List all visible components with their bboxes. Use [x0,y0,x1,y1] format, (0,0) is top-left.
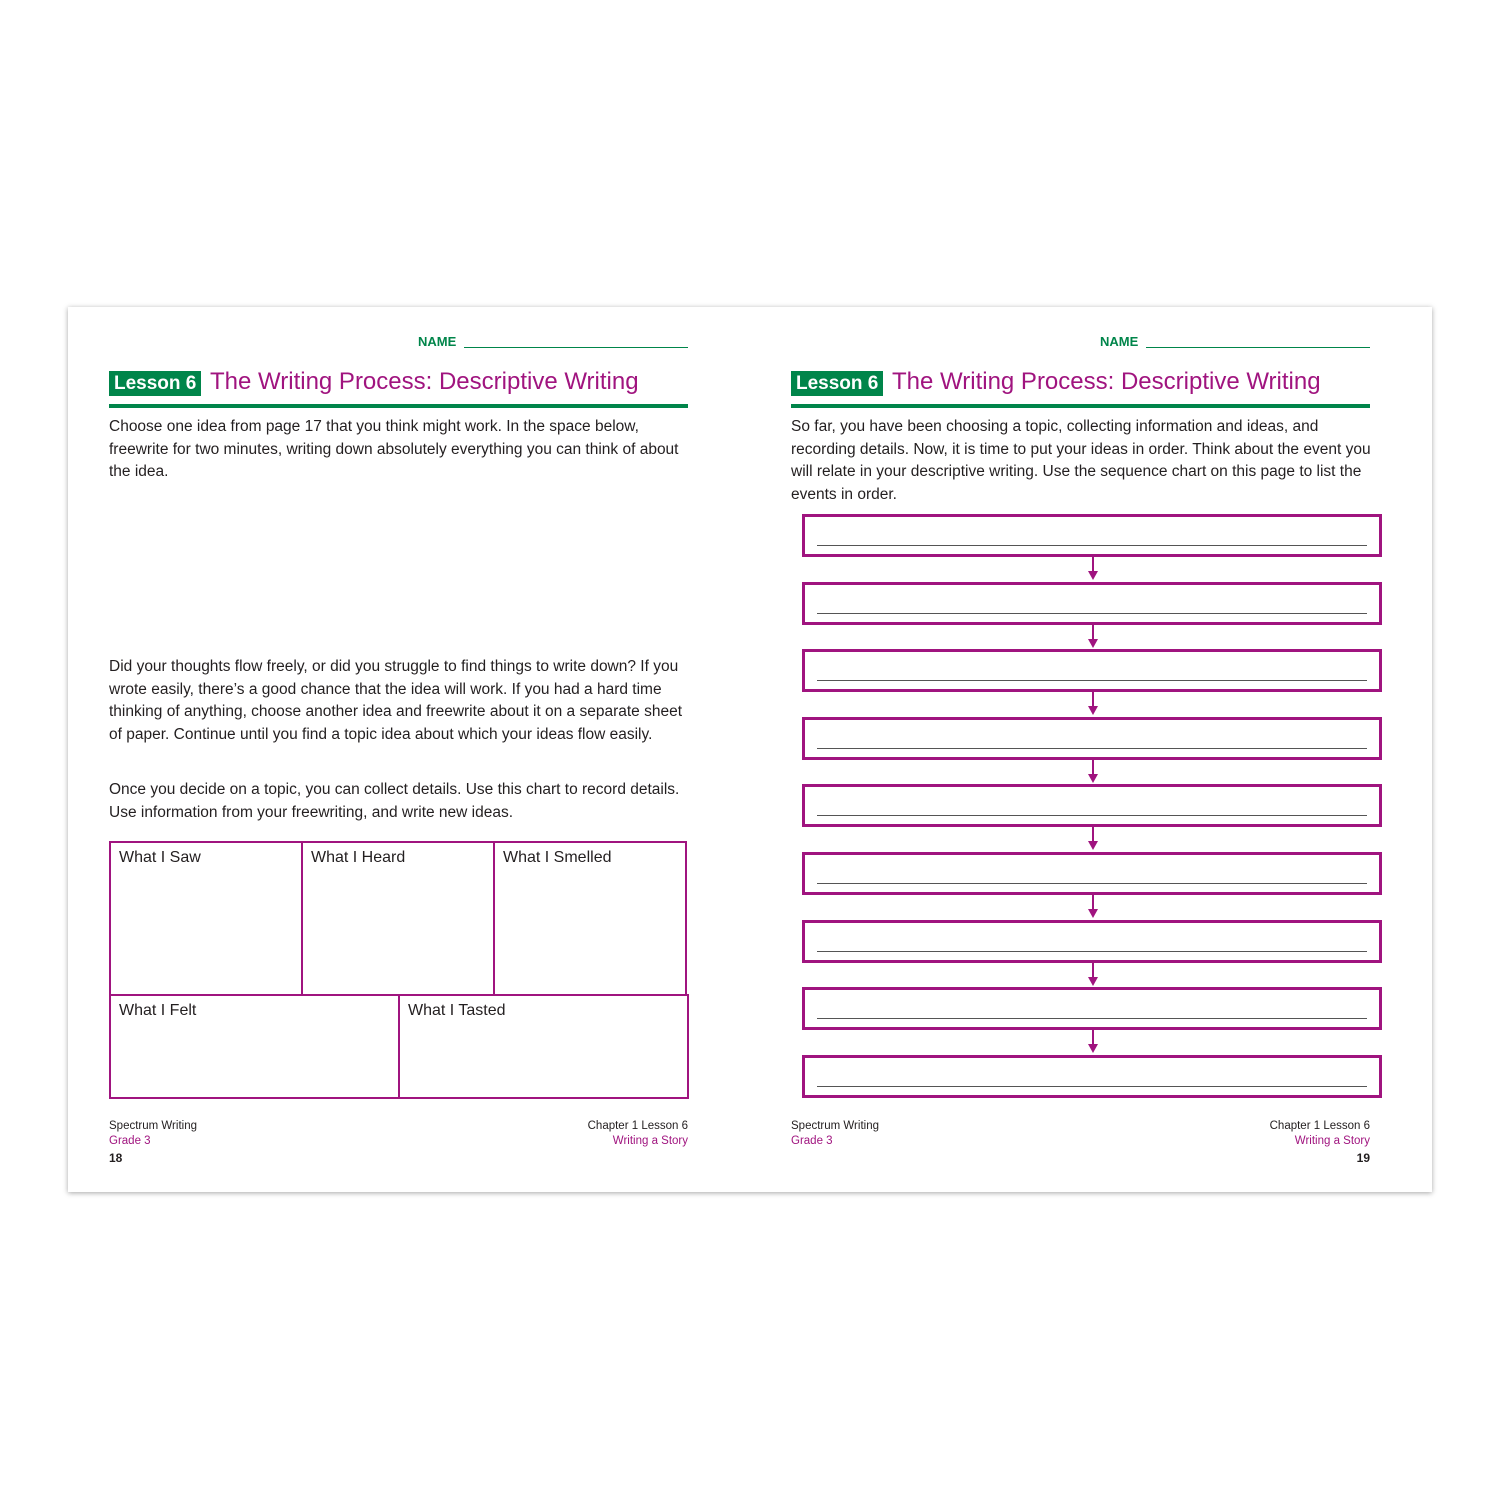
freewrite-space[interactable] [109,492,688,642]
write-line [817,1018,1367,1019]
write-line [817,748,1367,749]
footer-chapter: Chapter 1 Lesson 6 [587,1120,688,1132]
footer-series: Spectrum Writing [791,1120,879,1132]
intro-paragraph: So far, you have been choosing a topic, collecting information and ideas, and recording details. Now, it is time to put your ideas in order. Think about the event you will relate in your descriptive writing. Use the sequence chart on this page to list the events in order. [791,418,1371,504]
sequence-box[interactable] [802,987,1382,1030]
lesson-badge: Lesson 6 [109,371,201,396]
chart-cell-smelled[interactable] [493,841,687,996]
name-line[interactable] [464,347,688,348]
footer-left [791,1119,879,1149]
sequence-box[interactable] [802,920,1382,963]
write-line [817,545,1367,546]
lesson-header [791,368,1370,408]
details-paragraph: Once you decide on a topic, you can collect details. Use this chart to record details. Use information from your freewriting, and write new ideas. [109,781,680,821]
sequence-box[interactable] [802,784,1382,827]
lesson-header [109,368,688,408]
cell-label: What I Smelled [503,849,612,866]
lesson-title: The Writing Process: Descriptive Writing [892,368,1321,395]
arrow-down-icon [1089,963,1097,987]
arrow-down-icon [1089,625,1097,649]
workbook-spread [68,307,1432,1192]
write-line [817,680,1367,681]
cell-label: What I Saw [119,849,201,866]
arrow-down-icon [1089,895,1097,919]
name-label: NAME [418,334,457,349]
footer-chapter: Chapter 1 Lesson 6 [1269,1120,1370,1132]
page-number: 18 [109,1151,123,1165]
name-field[interactable] [1100,334,1370,350]
senses-chart [109,841,689,1099]
sequence-box[interactable] [802,514,1382,557]
sequence-box[interactable] [802,1055,1382,1098]
arrow-down-icon [1089,692,1097,716]
chart-cell-felt[interactable] [109,994,400,1099]
write-line [817,951,1367,952]
footer-right [588,1119,688,1149]
arrow-down-icon [1089,827,1097,851]
footer-unit: Writing a Story [1294,1135,1370,1147]
footer-unit: Writing a Story [612,1135,688,1147]
name-label: NAME [1100,334,1139,349]
cell-label: What I Tasted [408,1002,506,1019]
lesson-title: The Writing Process: Descriptive Writing [210,368,639,395]
reflection-paragraph: Did your thoughts flow freely, or did you struggle to find things to write down? If you wrote easily, there’s a good chance that the idea will work. If you had a hard time thinking of anything, choose another idea and freewrite about it on a separate sheet of paper. Continue until you find a topic idea about which your ideas flow easily. [109,658,683,744]
cell-label: What I Felt [119,1002,197,1019]
footer-series: Spectrum Writing [109,1120,197,1132]
write-line [817,1086,1367,1087]
chart-cell-saw[interactable] [109,841,303,996]
write-line [817,613,1367,614]
lesson-badge: Lesson 6 [791,371,883,396]
footer-left [109,1119,197,1149]
sequence-box[interactable] [802,852,1382,895]
footer-grade: Grade 3 [109,1135,151,1147]
name-field[interactable] [418,334,688,350]
cell-label: What I Heard [311,849,406,866]
page-number: 19 [1356,1151,1370,1165]
sequence-box[interactable] [802,582,1382,625]
arrow-down-icon [1089,760,1097,784]
write-line [817,815,1367,816]
write-line [817,883,1367,884]
sequence-box[interactable] [802,717,1382,760]
arrow-down-icon [1089,1030,1097,1054]
footer-grade: Grade 3 [791,1135,833,1147]
intro-paragraph: Choose one idea from page 17 that you think might work. In the space below, freewrite for two minutes, writing down absolutely everything you can think of about the idea. [109,418,679,481]
name-line[interactable] [1146,347,1370,348]
arrow-down-icon [1089,557,1097,581]
chart-cell-heard[interactable] [301,841,495,996]
sequence-box[interactable] [802,649,1382,692]
chart-cell-tasted[interactable] [398,994,689,1099]
left-page [68,307,750,1192]
footer-right [1270,1119,1370,1149]
